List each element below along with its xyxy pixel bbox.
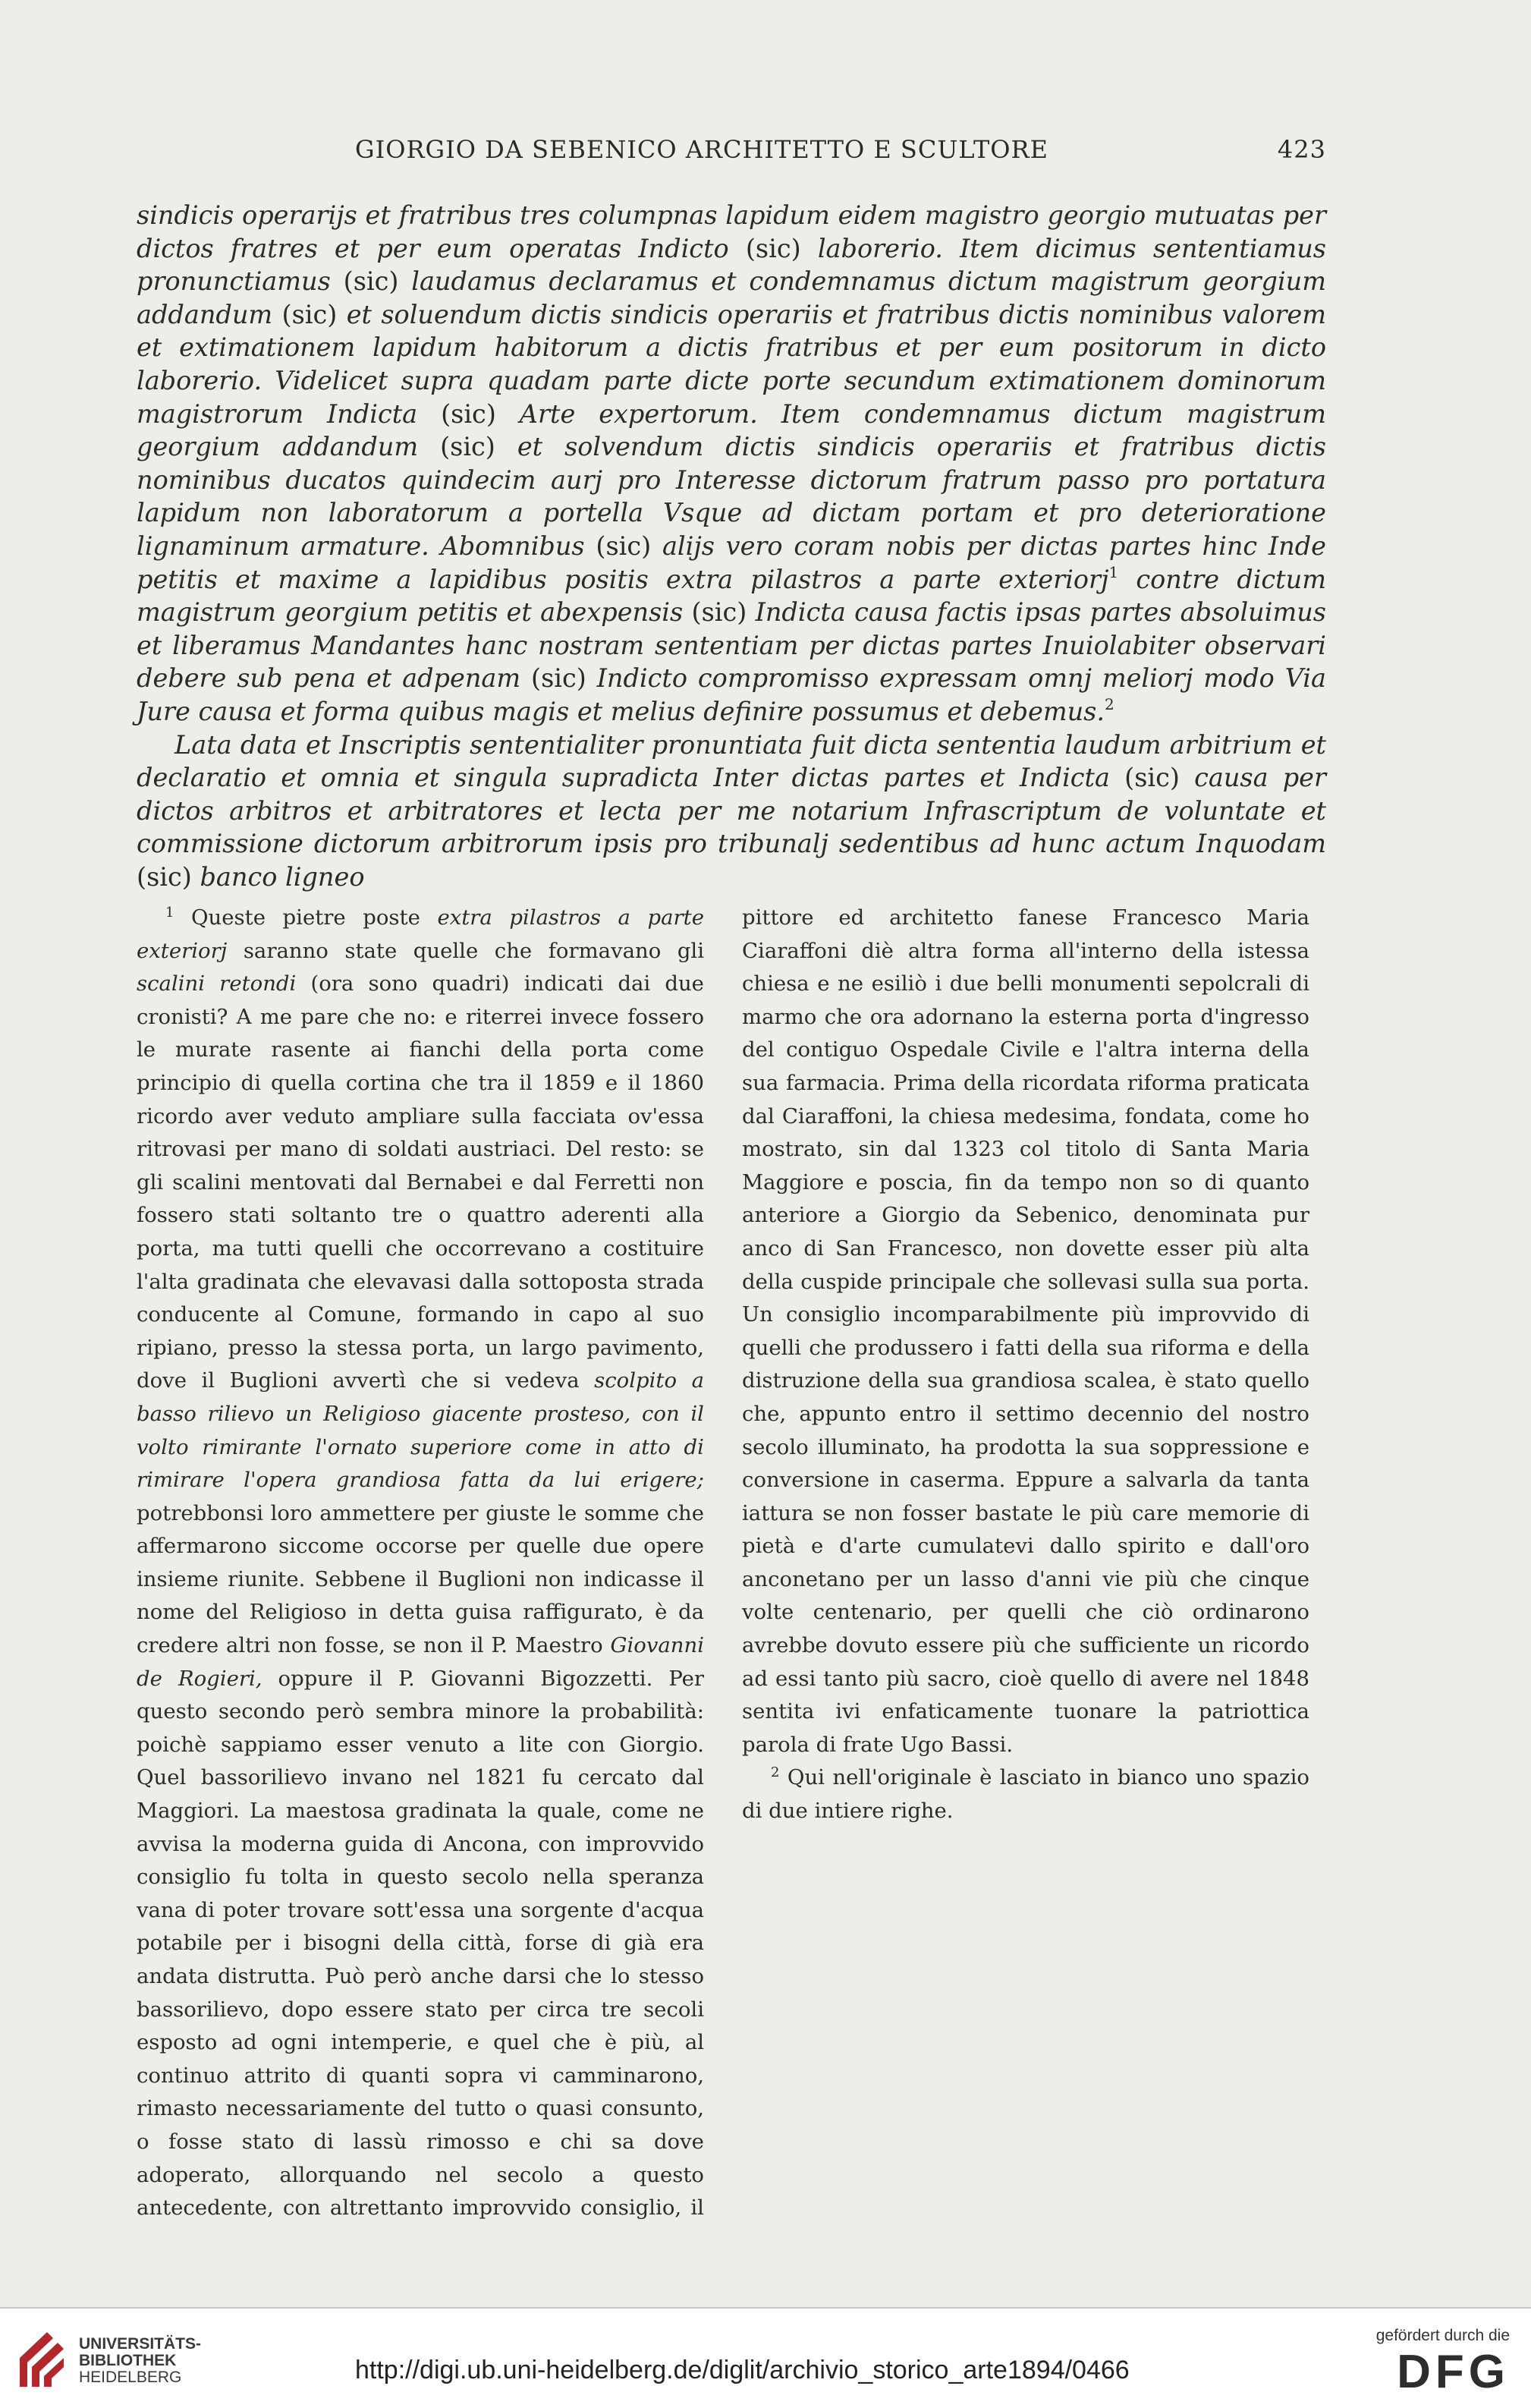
library-line: HEIDELBERG bbox=[79, 2369, 182, 2386]
text-run: Arte expertorum. Item condemnamus dictum magistrum georgium addandum bbox=[137, 398, 1326, 462]
sponsor-label: gefördert durch die bbox=[1375, 2327, 1510, 2344]
italic-run: scolpito a basso rilievo un Religioso giacente prosteso, con il volto rimirante l'ornato superiore come in atto di rimirare l'opera grandiosa fatta da lui erigere; bbox=[137, 1368, 704, 1493]
text-run: banco ligneo bbox=[200, 861, 365, 892]
library-line: BIBLIOTHEK bbox=[79, 2352, 177, 2369]
footnote-2 bbox=[742, 1761, 1309, 1827]
text-run: laborerio. Item dicimus sententiamus pronunctiamus bbox=[137, 233, 1326, 297]
text-run: Indicto compromisso expressam omnj meliorj modo Via Jure causa et forma quibus magis et melius definire possumus et debemus. bbox=[137, 663, 1326, 726]
footnote-mark: 1 bbox=[165, 905, 174, 921]
footnote-ref-2[interactable]: 2 bbox=[1105, 694, 1114, 713]
text-run: et soluendum dictis sindicis operariis et fratribus dictis nominibus valorem et extimationem lapidum habitorum a dictis fratribus et per eum positorum in dicto laborerio. Videlicet supra quadam parte dicte porte secundum extimationem dominorum magistrorum Indicta bbox=[137, 299, 1326, 429]
text-run: causa per dictos arbitros et arbitratores et lecta per me notarium Infrascriptum de voluntate et commissione dictorum arbitrorum ipsis pro tribunalj sedentibus ad hunc actum Inquodam bbox=[137, 763, 1326, 859]
sic-note: (sic) bbox=[745, 233, 801, 263]
sponsor-block bbox=[1376, 2327, 1510, 2399]
viewer-footer bbox=[0, 2307, 1531, 2408]
text-run: et solvendum dictis sindicis operariis et fratribus dictis nominibus ducatos quindecim aurj pro Interesse dictorum fratrum passo pro portatura lapidum non laboratorum a portella Vsque ad dictam portam et pro deterioratione lignaminum armature. Abomnibus bbox=[137, 432, 1326, 561]
permalink-url[interactable]: http://digi.ub.uni-heidelberg.de/diglit/archivio_storico_arte1894/0466 bbox=[355, 2356, 1130, 2384]
main-text-block bbox=[137, 199, 1326, 893]
text-run: saranno state quelle che formavano gli bbox=[243, 938, 705, 963]
text-run: (ora sono quadri) indicati dai due cronisti? A me pare che no: e riterrei invece fossero le murate rasente ai fianchi della porta come principio di quella cortina che tra il 1859 e il 1860 ricordo aver veduto ampliare sulla facciata ov'essa ritrovasi per mano di soldati austriaci. Del resto: se gli scalini mentovati dal Bernabei e dal Ferretti non fossero stati soltanto tre o quattro aderenti alla porta, ma tutti quelli che occorrevano a costituire l'alta gradinata che elevavasi dalla sottoposta strada conducente al Comune, formando in capo al suo ripiano, presso la stessa porta, un largo pavimento, dove il Buglioni avvertì che si vedeva bbox=[137, 971, 705, 1393]
library-line: UNIVERSITÄTS- bbox=[79, 2335, 202, 2353]
sic-note: (sic) bbox=[281, 299, 338, 329]
footnotes-column-left bbox=[137, 902, 704, 2225]
sic-note: (sic) bbox=[440, 432, 495, 462]
text-run: sindicis operarijs et fratribus tres columpnas lapidum eidem magistro georgio mutuatas per dictos fratres et per eum operatas Indicto bbox=[137, 200, 1326, 263]
footnote-ref-1[interactable]: 1 bbox=[1108, 562, 1119, 581]
latin-paragraph-1 bbox=[137, 199, 1326, 729]
footnotes-column-right bbox=[742, 902, 1309, 1828]
sic-note: (sic) bbox=[691, 597, 747, 628]
sic-note: (sic) bbox=[343, 266, 399, 297]
sic-note: (sic) bbox=[137, 861, 192, 892]
text-run: Qui nell'originale è lasciato in bianco uno spazio di due intiere righe. bbox=[742, 1765, 1309, 1824]
text-run: laudamus declaramus et condemnamus dictum magistrum georgium addandum bbox=[137, 266, 1326, 329]
dfg-logo: DFG bbox=[1397, 2346, 1510, 2398]
text-run: pittore ed architetto fanese Francesco Maria Ciaraffoni diè altra forma all'interno della istessa chiesa e ne esiliò i due belli monumenti sepolcrali di marmo che ora adornano la esterna porta d'ingresso del contiguo Ospedale Civile e l'altra interna della sua farmacia. Prima della ricordata riforma praticata dal Ciaraffoni, la chiesa medesima, fondata, come ho mostrato, sin dal 1323 col titolo di Santa Maria Maggiore e poscia, fin da tempo non so di quanto anteriore a Giorgio da Sebenico, denominata pur anco di San Francesco, non dovette esser più alta della cuspide principale che sollevasi sulla sua porta. Un consiglio incomparabilmente più improvvido di quelli che produssero i fatti della sua riforma e della distruzione della sua grandiosa scalea, è stato quello che, appunto entro il settimo decennio del nostro secolo illuminato, ha prodotta la sua soppressione e conversione in caserma. Eppure a salvarla da tanta iattura se non fosser bastate le più care memorie di pietà e d'arte cumulatevi dallo spirito e dall'oro anconetano per un lasso d'anni vie più che cinque volte centenario, per quelli che ciò ordinarono avrebbe dovuto essere più che sufficiente un ricordo ad essi tanto più sacro, cioè quello di avere nel 1848 sentita ivi enfaticamente tuonare la patriottica parola di frate Ugo Bassi. bbox=[742, 905, 1310, 1757]
sic-note: (sic) bbox=[441, 398, 496, 429]
text-run: Indicta causa factis ipsas partes absoluimus et liberamus Mandantes hanc nostram sententiam per dictas partes Inuiolabiter observari debere sub pena et adpenam bbox=[137, 597, 1326, 694]
italic-run: Giovanni de Rogieri, bbox=[137, 1633, 704, 1691]
text-run: potrebbonsi loro ammettere per giuste le somme che affermarono siccome occorse per quelle due opere insieme riunite. Sebbene il Buglioni non indicasse il nome del Religioso in detta guisa raffigurato, è da credere altri non fosse, se non il P. Maestro bbox=[137, 1500, 705, 1658]
footnote-1 bbox=[137, 902, 704, 2225]
text-run: alijs vero coram nobis per dictas partes hinc Inde petitis et maxime a lapidibus positis extra pilastros a parte exteriorj bbox=[137, 530, 1326, 594]
page-number: 423 bbox=[1277, 135, 1326, 164]
library-name bbox=[79, 2336, 201, 2386]
text-run: oppure il P. Giovanni Bigozzetti. Per questo secondo però sembra minore la probabilità: poichè sappiamo esser venuto a lite con Giorgio. Quel bassorilievo invano nel 1821 fu cercato dal Maggiori. La maestosa gradinata la quale, come ne avvisa la moderna guida di Ancona, con improvvido consiglio fu tolta in questo secolo nella speranza vana di poter trovare sott'essa una sorgente d'acqua potabile per i bisogni della città, forse di già era andata distrutta. Può però anche darsi che lo stesso bassorilievo, dopo essere stato per circa tre secoli esposto ad ogni intemperie, e quel che è più, al continuo attrito di quanti sopra vi camminarono, rimasto necessariamente del tutto o quasi consunto, o fosse stato di lassù rimosso e chi sa dove adoperato, allorquando nel secolo a questo antecedente, con altrettanto improvvido consiglio, il bbox=[137, 1666, 705, 2221]
university-library-logo-icon bbox=[14, 2328, 70, 2390]
sic-note: (sic) bbox=[1124, 763, 1180, 793]
footnote-1-continued bbox=[742, 902, 1309, 1761]
latin-paragraph-2 bbox=[137, 729, 1326, 894]
running-title: GIORGIO DA SEBENICO ARCHITETTO E SCULTORE bbox=[355, 135, 1048, 164]
text-run: Lata data et Inscriptis sententialiter pronuntiata fuit dicta sententia laudum arbitrium et declaratio et omnia et singula supradicta Inter dictas partes et Indicta bbox=[137, 729, 1326, 793]
sic-note: (sic) bbox=[531, 663, 586, 694]
text-run: contre dictum magistrum georgium petitis et abexpensis bbox=[137, 564, 1326, 628]
italic-run: scalini retondi bbox=[137, 971, 297, 996]
footnote-mark: 2 bbox=[771, 1764, 780, 1781]
text-run: Queste pietre poste bbox=[191, 905, 420, 930]
italic-run: extra pilastros a parte exteriorj bbox=[137, 905, 704, 963]
running-header bbox=[137, 135, 1326, 173]
sic-note: (sic) bbox=[596, 530, 652, 561]
